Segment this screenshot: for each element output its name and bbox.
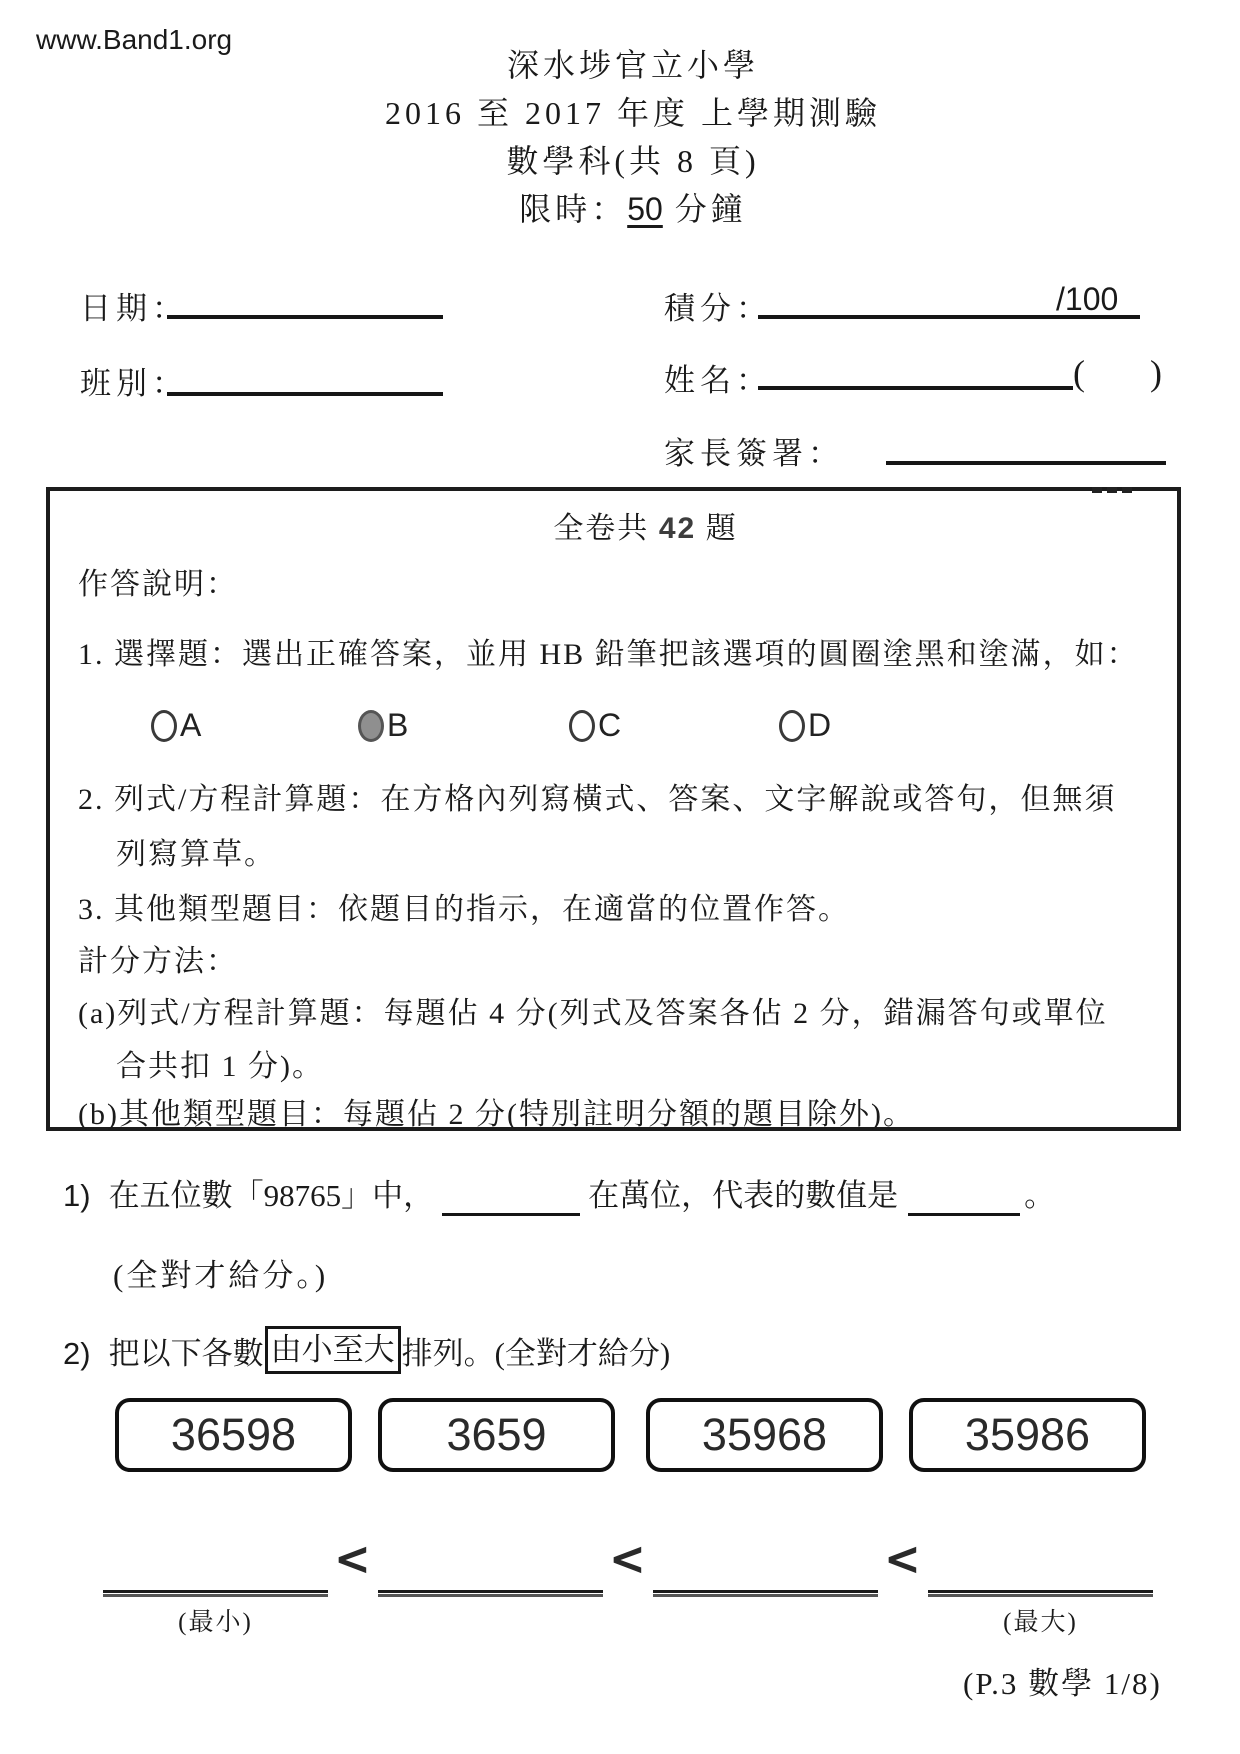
instruction-item-3: 3. 其他類型題目：依題目的指示，在適當的位置作答。: [78, 893, 850, 926]
time-limit-prefix: 限時：: [519, 191, 628, 227]
parent-signature-line: [886, 461, 1166, 465]
largest-label: (最大): [1003, 1609, 1078, 1636]
question-1-period: 。: [1024, 1178, 1056, 1213]
question-1-note: (全對才給分。): [113, 1258, 329, 1293]
name-blank-line: [758, 386, 1073, 390]
title-suffix: 題: [696, 512, 738, 545]
total-questions-title: [553, 503, 737, 547]
time-limit-minutes: 50: [627, 191, 663, 227]
option-b-label: B: [387, 707, 409, 743]
option-c-label: C: [598, 707, 622, 743]
question-1-text-b: 在萬位，代表的數值是: [588, 1178, 899, 1213]
scoring-rule-b: (b)其他類型題目：每題佔 2 分(特別註明分額的題目除外)。: [78, 1098, 915, 1131]
option-c: [569, 707, 621, 744]
title-prefix: 全卷共: [553, 512, 659, 545]
question-1-number: 1): [63, 1178, 91, 1213]
date-blank-line: [167, 315, 443, 319]
question-1-blank-1: [442, 1177, 580, 1216]
number-card-2: 3659: [378, 1398, 615, 1472]
option-b-filled-bubble-icon: [358, 710, 384, 742]
number-card-3: 35968: [646, 1398, 883, 1472]
answer-guide-heading: 作答說明：: [78, 568, 238, 601]
time-limit-suffix: 分鐘: [662, 191, 747, 227]
question-1: [63, 1176, 1055, 1216]
instructions-box: [46, 487, 1181, 1131]
scoring-rule-a-line2: 合共扣 1 分)。: [116, 1050, 324, 1083]
question-1-blank-2: [908, 1177, 1020, 1216]
exam-subject: 數學科(共 8 頁): [506, 143, 760, 179]
smallest-label: (最小): [178, 1609, 253, 1636]
less-than-sign-2: <: [609, 1532, 646, 1587]
question-2-number: 2): [63, 1336, 91, 1371]
less-than-sign-3: <: [884, 1532, 921, 1587]
number-card-1: 36598: [115, 1398, 352, 1472]
name-label: 姓名：: [664, 363, 772, 398]
name-paren-open: (: [1073, 353, 1085, 393]
option-a-label: A: [180, 707, 202, 743]
question-2-text-b: 排列。(全對才給分): [401, 1336, 671, 1371]
page-footer: (P.3 數學 1/8): [963, 1666, 1162, 1701]
class-label: 班別：: [80, 366, 188, 401]
school-name: 深水埗官立小學: [506, 47, 759, 83]
date-label: 日期：: [80, 291, 188, 326]
exam-term: 2016 至 2017 年度 上學期測驗: [384, 95, 881, 131]
answer-blank-1: [103, 1590, 328, 1593]
question-1-text-a: 在五位數「98765」中，: [108, 1178, 435, 1213]
instruction-item-2-line1: 2. 列式/方程計算題：在方格內列寫橫式、答案、文字解說或答句，但無須: [78, 783, 1117, 816]
score-denominator: /100: [1056, 281, 1119, 317]
question-2-text-a: 把以下各數: [108, 1336, 264, 1371]
option-d-bubble-icon: [779, 710, 805, 742]
option-a: [151, 707, 201, 744]
option-a-bubble-icon: [151, 710, 177, 742]
number-card-4: 35986: [909, 1398, 1146, 1472]
scoring-rule-a-line1: (a)列式/方程計算題：每題佔 4 分(列式及答案各佔 2 分，錯漏答句或單位: [78, 997, 1108, 1030]
time-limit: [26, 184, 1240, 230]
option-d: [779, 707, 831, 744]
instruction-item-2-line2: 列寫算草。: [116, 838, 276, 871]
option-b: [358, 707, 408, 744]
answer-blank-3: [653, 1590, 878, 1593]
title-question-count: 42: [658, 512, 697, 545]
instruction-item-1: 1. 選擇題：選出正確答案，並用 HB 鉛筆把該選項的圓圈塗黑和塗滿，如：: [78, 638, 1139, 671]
score-label: 積分：: [664, 291, 772, 326]
parent-signature-label: 家長簽署：: [664, 436, 844, 471]
name-paren-close: ): [1150, 353, 1162, 393]
answer-blank-2: [378, 1590, 603, 1593]
answer-blank-4: [928, 1590, 1153, 1593]
scoring-method-heading: 計分方法：: [78, 945, 238, 978]
option-d-label: D: [808, 707, 832, 743]
question-2: [63, 1326, 670, 1374]
question-2-boxed-phrase: 由小至大: [265, 1326, 401, 1374]
site-watermark: www.Band1.org: [36, 24, 233, 55]
scan-smudge: [1092, 487, 1132, 493]
class-blank-line: [167, 392, 443, 396]
option-c-bubble-icon: [569, 710, 595, 742]
less-than-sign-1: <: [334, 1532, 371, 1587]
